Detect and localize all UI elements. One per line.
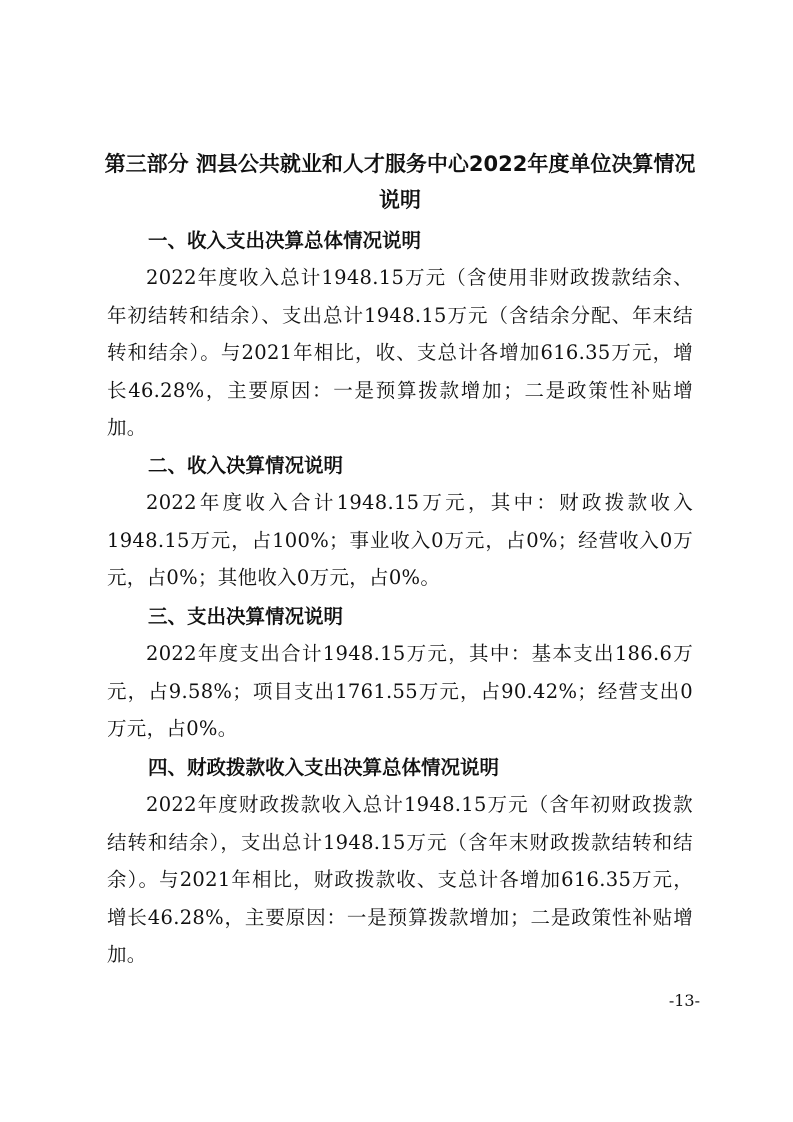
section-heading-3: 三、支出决算情况说明 — [148, 605, 344, 628]
section-text-2: 2022年度收入合计1948.15万元，其中：财政拨款收入1948.15万元，占100%；事业收入0万元，占0%；经营收入0万元，占0%；其他收入0万元，占0%。 — [107, 491, 693, 589]
section-heading-2: 二、收入决算情况说明 — [148, 454, 344, 477]
section-text-4: 2022年度财政拨款收入总计1948.15万元（含年初财政拨款结转和结余），支出总计1948.15万元（含年末财政拨款结转和结余）。与2021年相比，财政拨款收、支总计各增加616.35万元，增长46.28%，主要原因：一是预算拨款增加；二是政策性补贴增加。 — [107, 793, 693, 966]
section-text-3: 2022年度支出合计1948.15万元，其中：基本支出186.6万元，占9.58%；项目支出1761.55万元，占90.42%；经营支出0万元，占0%。 — [107, 642, 693, 740]
document-title: 第三部分 泗县公共就业和人才服务中心2022年度单位决算情况说明 — [104, 152, 696, 212]
page-number: -13- — [668, 991, 700, 1010]
section-heading-1: 一、收入支出决算总体情况说明 — [148, 229, 422, 252]
section-heading-4: 四、财政拨款收入支出决算总体情况说明 — [148, 756, 500, 779]
section-text-1: 2022年度收入总计1948.15万元（含使用非财政拨款结余、年初结转和结余）、支出总计1948.15万元（含结余分配、年末结转和结余）。与2021年相比，收、支总计各增加616.35万元，增长46.28%，主要原因：一是预算拨款增加；二是政策性补贴增加。 — [107, 266, 693, 439]
